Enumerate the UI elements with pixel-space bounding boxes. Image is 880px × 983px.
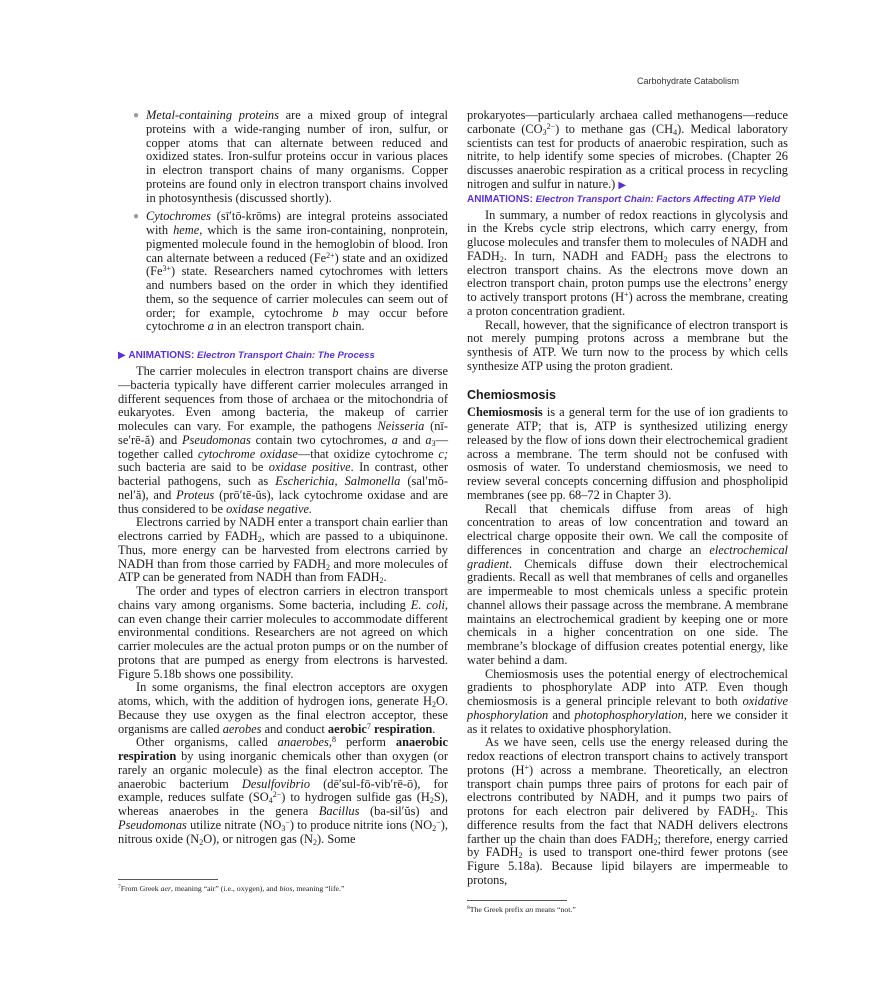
text-run: . — [432, 721, 436, 736]
bullet-list — [118, 109, 448, 339]
text-run: Recall, however, that the significance of electron transport is not merely pumping protons across a membrane but the synthesis of ATP. We turn now to the process by which cells synthesize ATP using the proton gradient. — [467, 317, 788, 373]
script-text: 7 — [366, 721, 371, 731]
text-run: The Greek prefix — [469, 904, 526, 914]
text-run: Neisseria — [377, 419, 425, 433]
text-run: aer — [160, 884, 171, 893]
bullet-icon: ● — [133, 110, 140, 121]
paragraph — [467, 319, 788, 374]
text-run: —that oxidize cytochrome — [297, 446, 439, 461]
script-text: 2 — [313, 837, 317, 847]
text-run: Other organisms, called — [136, 735, 278, 750]
text-run: a — [207, 319, 214, 334]
text-run: O. Because they use oxygen as the final electron acceptor, these organisms are called — [118, 694, 448, 736]
text-run: cytochrome oxidase — [197, 446, 298, 461]
text-run: an — [525, 904, 534, 914]
text-run: . Chemicals diffuse down their electrochemical gradients. Recall as well that membranes of cells and organelles are impermeable to most chemicals unless a specific protein channel allows their passage across the membrane. A membrane maintains an electrochemical gradient by keeping one or more chemicals in a higher concentration on one side. The membrane’s blockage of diffusion creates potential energy, like water behind a dam. — [467, 556, 788, 667]
text-run: Metal-containing proteins — [146, 108, 279, 122]
paragraph — [118, 585, 448, 681]
animation-title[interactable]: Electron Transport Chain: Factors Affecting ATP Yield — [535, 193, 781, 205]
script-text: 3 — [542, 127, 547, 137]
text-run: utilize nitrate (NO — [186, 817, 282, 832]
text-run: here we consider it as it relates to oxidative phosphorylation. — [467, 707, 788, 736]
text-run: may occur before cytochrome — [146, 305, 448, 334]
text-run: . In turn, NADH and FADH — [503, 248, 664, 263]
play-arrow-icon: ▶ — [118, 350, 126, 361]
script-text: 7 — [118, 884, 121, 890]
text-run: ; therefore, energy carried by FADH — [467, 831, 788, 860]
text-run: in an electron transport chain. — [213, 319, 365, 334]
bullet-text — [146, 209, 448, 333]
play-arrow-icon: ▶ — [618, 179, 627, 191]
script-text: 2− — [272, 790, 282, 800]
text-run: ) to produce nitrite ions (NO — [289, 817, 433, 832]
paragraph — [467, 668, 788, 737]
text-run: anaerobic respiration — [118, 735, 448, 763]
text-run: and more molecules of ATP can be generated from NADH than from FADH — [118, 556, 449, 585]
text-run: ) across the membrane, creating a proton concentration gradient. — [467, 290, 788, 318]
paragraph — [467, 736, 788, 887]
script-text: 2 — [257, 535, 262, 544]
text-run: (nī-se′rē-ă) and — [118, 419, 448, 447]
script-text: 8 — [467, 904, 470, 911]
text-run: (ba-sil′ŭs) and — [359, 804, 448, 818]
text-run: heme, — [173, 223, 203, 237]
text-run: The carrier molecules in electron transport chains are diverse—bacteria typically have different carrier molecules arranged in different sequences from those of archaea or the mitochondria of eukaryotes. Even among bacteria, the makeup of carrier molecules can vary. For example, the pathogens — [118, 364, 448, 433]
text-run: Recall that chemicals diffuse from areas of high concentration to areas of low concentration and toward an electrical charge opposite their own. We call the composite of differences in concentration and charge an — [467, 501, 788, 557]
text-run: oxidase negative. — [226, 501, 313, 516]
text-run: a — [425, 432, 432, 447]
footnote-left — [118, 867, 448, 894]
script-text: 4 — [268, 796, 273, 806]
footnote-rule — [118, 879, 218, 880]
script-text: 3+ — [162, 264, 172, 274]
script-text: 2 — [663, 254, 668, 264]
text-run: photophosphorylation, — [574, 707, 687, 722]
text-run: means “not.” — [533, 904, 576, 914]
bullet-item — [118, 210, 448, 334]
text-run: , meaning “life.” — [292, 884, 345, 893]
text-run: is a general term for the use of ion gradients to generate ATP; that is, ATP is synthesized utilizing energy released by the flow of ions down their electrochemical gradient across a membrane. The term should not be confused with osmosis of water. To understand chemiosmosis, we need to review several concepts concerning diffusion and phospholipid membranes (see pp. 68–72 in Chapter 3). — [467, 405, 788, 502]
left-column — [118, 109, 448, 894]
script-text: 2 — [750, 810, 755, 819]
text-run: ) state and an oxidized (Fe — [146, 250, 448, 279]
bullet-item — [118, 109, 448, 205]
script-text: 2 — [431, 700, 436, 709]
paragraph — [118, 365, 448, 516]
script-text: − — [436, 817, 441, 827]
script-text: 3 — [431, 438, 436, 448]
section-heading: Chemiosmosis — [467, 387, 556, 402]
animations-link[interactable] — [118, 349, 448, 362]
text-run: ) across a membrane. Theoretically, an electron transport chain pumps three pairs of protons for each pair of electrons contributed by NADH, and it pumps two pairs of protons for each electron pair delivered by FADH — [467, 762, 788, 818]
footnote-right — [467, 888, 788, 915]
script-text: 4 — [673, 127, 678, 137]
text-run: Proteus — [176, 487, 215, 502]
text-run: aerobes — [222, 721, 262, 736]
text-run: ). Some — [317, 831, 356, 846]
text-run: a — [391, 432, 398, 447]
text-run: aerobic — [327, 721, 367, 736]
text-run: (dē′sul-fō-vib′rē-ō), for example, reduces sulfate (SO — [118, 776, 448, 805]
footnote-text — [118, 884, 448, 894]
text-run: is used to transport one-third fewer protons (see Figure 5.18a). Because lipid bilayers are impermeable to protons, — [467, 845, 788, 887]
text-run: c; — [438, 446, 448, 461]
text-run: Pseudomonas — [181, 432, 251, 447]
text-run: From Greek — [120, 884, 161, 893]
text-run: . — [383, 570, 387, 585]
text-run: Bacillus — [318, 804, 360, 818]
script-text: 2 — [653, 837, 658, 847]
text-run: oxidative phosphorylation — [467, 694, 788, 722]
text-run: ) to hydrogen sulfide gas (H — [281, 790, 430, 805]
script-text: 3 — [281, 823, 286, 833]
text-run: As we have seen, cells use the energy released during the redox reactions of electron transport chains to actively transport protons (H — [467, 735, 788, 777]
text-run: bios — [279, 884, 293, 893]
text-run: In some organisms, the final electron acceptors are oxygen atoms, which, with the addition of hydrogen ions, generate H — [118, 680, 448, 708]
text-run: contain two cytochromes, — [250, 432, 392, 447]
footnote-text — [467, 905, 788, 915]
bullet-icon: ● — [133, 211, 140, 223]
animations-label: ANIMATIONS: — [128, 350, 195, 361]
animations-label: ANIMATIONS: — [467, 193, 533, 205]
text-run: and conduct — [261, 721, 328, 736]
text-run: perform — [335, 735, 396, 750]
text-run: can even change their carrier molecules to accommodate different environmental conditions. Researchers are not agreed on which carrier molecules are the actual proton pumps or on the number of protons that are pumped as energy from electrons is harvested. Figure 5.18b shows one possibility. — [118, 611, 448, 681]
animation-title[interactable]: Electron Transport Chain: The Process — [196, 350, 375, 361]
text-run: ) to methane gas (CH — [555, 121, 674, 136]
text-run: (sal′mŏ-nel′ă), and — [118, 474, 448, 502]
text-run: Pseudomonas — [118, 817, 187, 832]
text-run: which is the same iron-containing, nonprotein, pigmented molecule found in the hemoglobin of blood. Iron can alternate between a reduced (Fe — [146, 223, 448, 265]
paragraph — [467, 503, 788, 668]
text-run: prokaryotes—particularly archaea called methanogens—reduce carbonate (CO — [467, 108, 788, 136]
script-text: 2 — [518, 851, 523, 861]
script-text: 2 — [326, 562, 331, 572]
script-text: 8 — [331, 735, 336, 745]
text-run: such bacteria are said to be — [118, 460, 269, 475]
paragraph — [118, 516, 448, 585]
paragraph — [467, 406, 788, 502]
text-run: , which are passed to a ubiquinone. Thus, more energy can be harvested from electrons carried by NADH than from those carried by FADH — [118, 529, 448, 571]
script-text: 2+ — [326, 250, 335, 260]
text-run: . This difference results from the fact that NADH delivers electrons farther up the chain than does FADH — [467, 804, 789, 846]
text-run: O), or nitrogen gas (N — [203, 831, 313, 846]
text-run: Escherichia, Salmonella — [275, 474, 401, 488]
running-head: Carbohydrate Catabolism — [637, 76, 740, 86]
text-run: , meaning “air” (i.e., oxygen), and — [171, 884, 280, 893]
text-run: . In contrast, other bacterial pathogens, such as — [118, 460, 448, 488]
text-run: (sī′tō-krōms) are integral proteins associated with — [146, 209, 448, 237]
paragraph — [118, 736, 448, 846]
text-run: and — [397, 432, 426, 447]
right-column — [467, 109, 788, 915]
text-run: In summary, a number of redox reactions in glycolysis and in the Krebs cycle strip electrons, which carry energy, from glucose molecules and transfer them to molecules of NADH and FADH — [467, 207, 788, 263]
text-run: electrochemical gradient — [467, 542, 788, 571]
script-text: + — [624, 290, 629, 299]
script-text: 2 — [379, 576, 384, 586]
paragraph — [118, 681, 448, 736]
script-text: 2 — [199, 837, 204, 847]
paragraph-continuation — [467, 109, 788, 193]
animations-link[interactable] — [467, 193, 788, 206]
script-text: − — [285, 817, 290, 827]
script-text: 2 — [429, 796, 434, 806]
continuation-text — [467, 108, 788, 191]
text-run: ). Medical laboratory scientists can test for products of anaerobic respiration, such as nitrite, to help identify some species of microbes. (Chapter 26 discusses anaerobic respiration as a critical process in recycling nitrogen and sulfur in nature.) — [467, 121, 789, 191]
footnote-rule — [467, 900, 567, 901]
text-run: The order and types of electron carriers in electron transport chains vary among organisms. Some bacteria, including — [118, 584, 448, 612]
text-run: Chemiosmosis uses the potential energy of electrochemical gradients to phosphorylate ADP into ATP. Even though chemiosmosis is a general principle relevant to both — [467, 666, 788, 708]
text-run: ) state. Researchers named cytochromes with letters and numbers based on the order in which they identified them, so the sequence of carrier molecules can seem out of order; for example, cytochrome — [146, 264, 448, 320]
script-text: 2 — [432, 823, 437, 833]
text-run: Electrons carried by NADH enter a transport chain earlier than electrons carried by FADH — [118, 515, 448, 543]
paragraph — [467, 209, 788, 319]
text-run: are a mixed group of integral proteins with a wide-ranging number of iron, sulfur, or copper atoms that can alternate between reduced and oxidized states. Iron-sulfur proteins occur in various places in electron transport chains of many organisms. Copper proteins are found only in electron transport chains involved in photosynthesis (discussed shortly). — [146, 108, 448, 205]
script-text: 2− — [546, 121, 556, 131]
text-run: by using inorganic chemicals other than oxygen (or rarely an organic molecule) as the final electron acceptor. The anaerobic bacterium — [118, 749, 448, 791]
text-run: —together called — [118, 432, 448, 461]
text-run: Desulfovibrio — [241, 776, 311, 791]
bullet-text — [146, 108, 448, 205]
text-run: S), whereas anaerobes in the genera — [118, 790, 448, 818]
text-run: respiration — [370, 721, 433, 736]
text-run: Chemiosmosis — [467, 405, 543, 420]
text-run: and — [548, 707, 575, 722]
text-run: pass the electrons to electron transport chains. As the electrons move down an electron transport chain, proton pumps use the electrons’ energy to actively transport protons (H — [467, 248, 788, 304]
text-run: b — [332, 305, 339, 320]
text-run: oxidase positive — [268, 460, 351, 475]
text-run: (prō′tē-ŭs), lack cytochrome oxidase and are thus considered to be — [118, 487, 448, 516]
text-run: E. coli, — [410, 597, 448, 612]
script-text: + — [524, 762, 529, 772]
text-run: Cytochromes — [146, 209, 211, 224]
text-run: ), nitrous oxide (N — [118, 817, 448, 846]
script-text: 2 — [499, 254, 504, 264]
text-run: anaerobes, — [277, 735, 332, 750]
